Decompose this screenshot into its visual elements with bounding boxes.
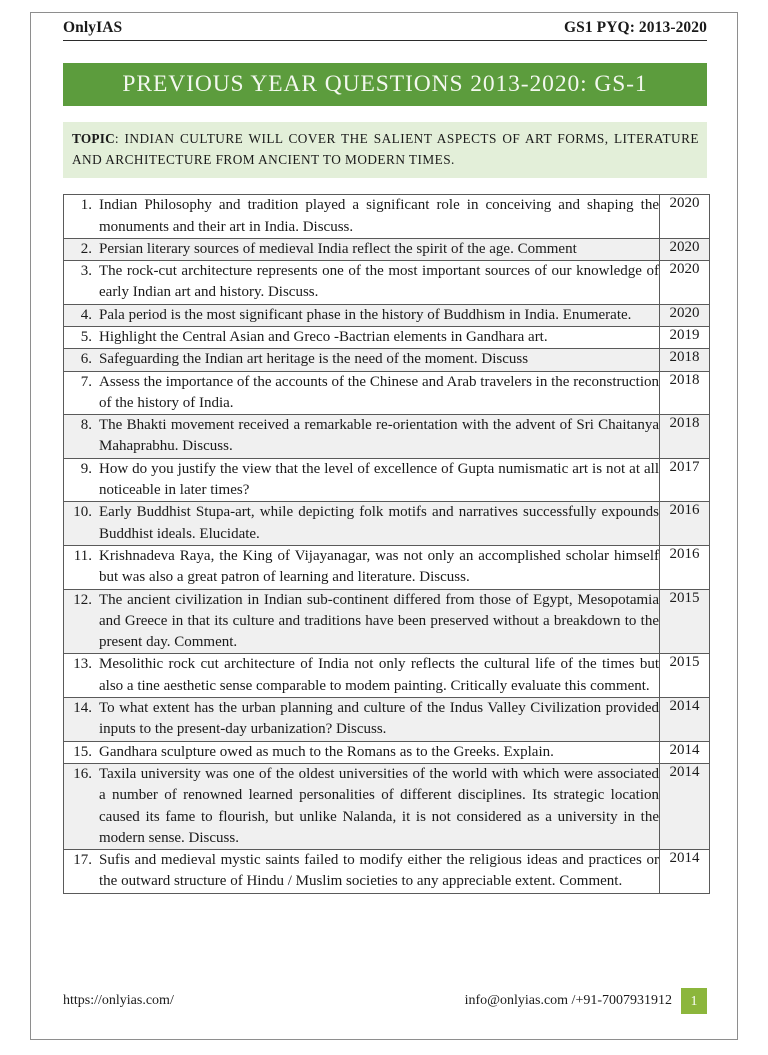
question-row-layout [64,372,659,415]
question-number: 7. [80,373,92,390]
question-number: 2. [80,240,92,257]
question-number: 10. [73,504,92,521]
question-number: 15. [73,743,92,760]
question-text: Indian Philosophy and tradition played a significant role in conceiving and shaping the monuments and their art in India. Discuss. [99,197,659,235]
question-row-layout [64,698,659,741]
question-row-layout [64,850,659,893]
question-cell [64,545,660,589]
question-cell [64,850,660,894]
question-year: 2018 [660,371,710,415]
questions-table-body [64,195,710,894]
question-cell [64,304,660,326]
table-row [64,654,710,698]
question-row-layout [64,654,659,697]
question-number: 17. [73,852,92,869]
question-number: 4. [80,306,92,323]
document-page [30,12,738,1040]
question-cell [64,654,660,698]
table-row [64,415,710,459]
question-year: 2017 [660,458,710,502]
topic-box [63,122,707,178]
question-year: 2018 [660,415,710,459]
topic-label: TOPIC [72,131,115,146]
question-year: 2019 [660,327,710,349]
table-row [64,261,710,305]
topic-separator: : [114,131,125,146]
question-row-layout [64,764,659,849]
question-text: Pala period is the most significant phase in the history of Buddhism in India. Enumerate. [99,306,632,323]
table-row [64,698,710,742]
page-title: PREVIOUS YEAR QUESTIONS 2013-2020: GS-1 [122,71,648,97]
question-year: 2014 [660,763,710,849]
question-cell [64,763,660,849]
question-cell [64,741,660,763]
question-text: Sufis and medieval mystic saints failed to modify either the religious ideas and practices or the outward structure of Hindu / Muslim societies to any appreciable extent. Comment. [99,852,659,890]
question-text: The rock-cut architecture represents one of the most important sources of our knowledge of early Indian art and history. Discuss. [99,263,659,301]
table-row [64,741,710,763]
question-row-layout [64,742,659,763]
question-year: 2020 [660,195,710,239]
question-number: 8. [80,417,92,434]
footer-website[interactable]: https://onlyias.com/ [63,993,174,1008]
table-row [64,304,710,326]
question-number: 5. [80,329,92,345]
question-year: 2015 [660,589,710,654]
questions-table [63,194,710,894]
question-text: Assess the importance of the accounts of the Chinese and Arab travelers in the reconstruction of the history of India. [99,373,659,411]
question-year: 2014 [660,850,710,894]
question-cell [64,589,660,654]
question-text: The Bhakti movement received a remarkable re-orientation with the advent of Sri Chaitanya Mahaprabhu. Discuss. [99,417,659,455]
footer-contact[interactable]: info@onlyias.com /+91-7007931912 [464,993,672,1008]
question-cell [64,349,660,371]
question-text: Safeguarding the Indian art heritage is the need of the moment. Discuss [99,351,529,368]
table-row [64,763,710,849]
table-row [64,502,710,546]
question-cell [64,238,660,260]
question-number: 14. [73,700,92,717]
question-year: 2020 [660,261,710,305]
question-row-layout [64,195,659,238]
question-year: 2015 [660,654,710,698]
question-number: 16. [73,765,92,782]
running-header [63,19,707,41]
table-row [64,238,710,260]
question-number: 12. [73,591,92,608]
question-text: Krishnadeva Raya, the King of Vijayanagar, was not only an accomplished scholar himself but was also a great patron of learning and literature. Discuss. [99,547,659,586]
footer-right-group [465,988,707,1014]
question-year: 2014 [660,698,710,742]
topic-text: INDIAN CULTURE WILL COVER THE SALIENT ASPECTS OF ART FORMS, LITERATURE AND ARCHITECTURE FROM ANCIENT TO MODERN TIMES. [72,131,699,167]
table-row [64,850,710,894]
question-year: 2020 [660,238,710,260]
header-brand: OnlyIAS [63,19,123,36]
question-cell [64,458,660,502]
question-row-layout [64,239,659,260]
question-cell [64,371,660,415]
table-row [64,545,710,589]
question-year: 2020 [660,304,710,326]
question-row-layout [64,502,659,545]
title-banner [63,63,707,106]
header-subject: GS1 PYQ: 2013-2020 [563,19,707,36]
question-number: 13. [73,656,92,673]
question-number: 1. [80,197,92,214]
question-row-layout [64,261,659,304]
question-cell [64,327,660,349]
question-text: Early Buddhist Stupa-art, while depicting folk motifs and narratives successfully expounds Buddhist ideals. Elucidate. [99,504,659,542]
question-row-layout [64,459,659,502]
question-row-layout [64,349,659,370]
question-row-layout [64,327,659,348]
question-text: Taxila university was one of the oldest universities of the world with which were associated a number of renowned learned personalities of different disciplines. Its strategic location caused its fame to flourish, but unlike Nalanda, it is not considered as a university in the modern sense. Discuss. [99,765,659,846]
question-text: Persian literary sources of medieval India reflect the spirit of the age. Comment [99,240,577,257]
question-number: 9. [80,460,92,477]
question-text: How do you justify the view that the level of excellence of Gupta numismatic art is not at all noticeable in later times? [99,460,659,499]
question-number: 3. [80,263,92,280]
question-row-layout [64,415,659,458]
question-year: 2016 [660,502,710,546]
question-cell [64,195,660,239]
table-row [64,458,710,502]
question-row-layout [64,546,659,589]
question-cell [64,261,660,305]
question-text: Highlight the Central Asian and Greco -Bactrian elements in Gandhara art. [99,329,548,345]
question-year: 2018 [660,349,710,371]
question-year: 2016 [660,545,710,589]
table-row [64,195,710,239]
running-footer [63,988,707,1014]
question-number: 6. [80,351,92,368]
question-row-layout [64,305,659,326]
table-row [64,327,710,349]
question-row-layout [64,590,659,654]
page-number-badge: 1 [681,988,707,1014]
question-text: The ancient civilization in Indian sub-continent differed from those of Egypt, Mesopotamia and Greece in that its culture and traditions have been preserved without a breakdown to the present day. Comment. [99,591,659,651]
question-year: 2014 [660,741,710,763]
question-text: Gandhara sculpture owed as much to the Romans as to the Greeks. Explain. [99,743,554,760]
question-text: Mesolithic rock cut architecture of India not only reflects the cultural life of the times but also a tine aesthetic sense comparable to modem painting. Critically evaluate this comment. [99,656,659,694]
table-row [64,349,710,371]
table-row [64,371,710,415]
page-content [63,19,707,894]
table-row [64,589,710,654]
question-text: To what extent has the urban planning and culture of the Indus Valley Civilization provided inputs to the present-day urbanization? Discuss. [99,700,659,738]
topic-line [72,129,699,170]
question-number: 11. [73,547,92,564]
question-cell [64,502,660,546]
question-cell [64,415,660,459]
question-cell [64,698,660,742]
